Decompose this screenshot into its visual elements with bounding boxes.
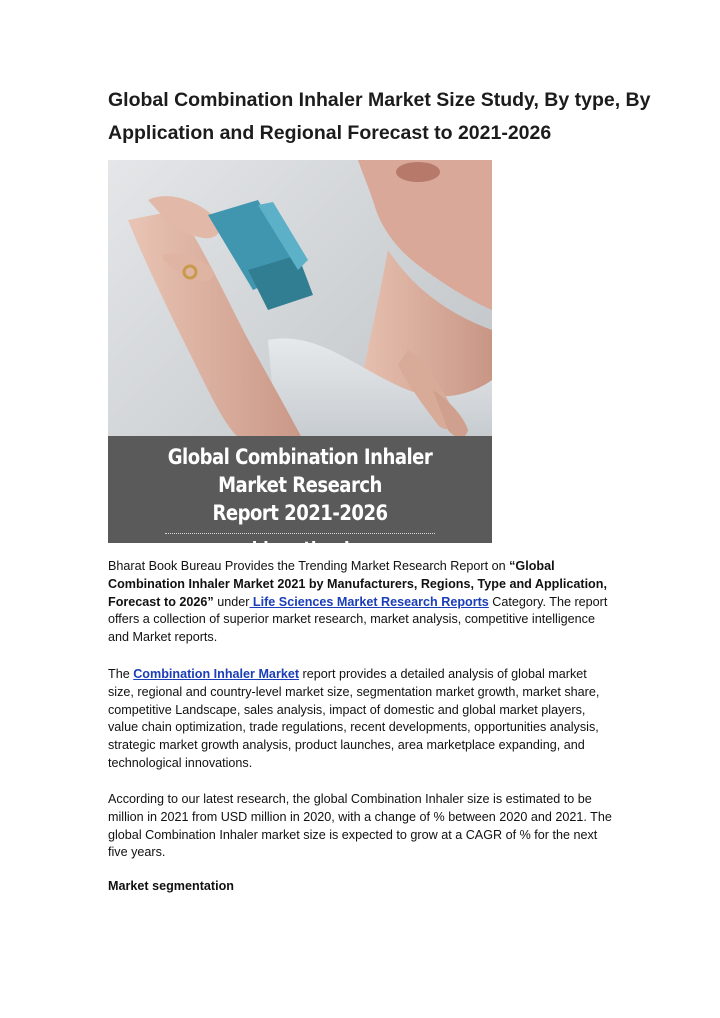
report-title-text: “Global Combination Inhaler Market 2021 by Manufacturers, Regions, Type and Application, Forecast to 2026” — [108, 559, 607, 609]
intro-rest-text: Category. The report offers a collection of superior market research, market analysis, competitive intelligence and Market reports. — [108, 594, 608, 645]
research-paragraph: According to our latest research, the global Combination Inhaler size is estimated to be million in 2021 from USD million in 2020, with a change of % between 2020 and 2021. The global Combination Inhaler market size is expected to grow at a CAGR of % for the next five years. — [108, 792, 612, 860]
banner-divider — [165, 533, 435, 534]
banner-title-line2: Report 2021-2026 — [212, 501, 388, 525]
hero-image — [108, 160, 492, 560]
market-segmentation-heading: Market segmentation — [108, 879, 234, 893]
market-analysis-text: report provides a detailed analysis of global market size, regional and country-level market size, segmentation market growth, market share, competitive Landscape, sales analysis, impact of domestic and global market players, value chain optimization, trade regulations, recent developments, opportunities analysis, strategic market growth analysis, product launches, area marketplace expanding, and technological innovations. — [108, 667, 600, 770]
life-sciences-reports-link[interactable]: Life Sciences Market Research Reports — [249, 594, 489, 609]
banner-url: www.bharatbook.com — [202, 538, 398, 560]
combination-inhaler-market-link[interactable]: Combination Inhaler Market — [133, 667, 300, 681]
market-analysis-paragraph — [108, 666, 613, 773]
page-title: Global Combination Inhaler Market Size Study, By type, By Application and Regional Forecast to 2021-2026 — [108, 89, 651, 144]
hero-banner — [108, 436, 492, 560]
market-lead-text: The — [108, 667, 134, 681]
banner-title-line1: Global Combination Inhaler Market Research — [167, 445, 433, 497]
intro-paragraph — [108, 558, 613, 647]
under-text: under — [213, 594, 250, 609]
intro-text: Bharat Book Bureau Provides the Trending Market Research Report on — [108, 559, 510, 573]
